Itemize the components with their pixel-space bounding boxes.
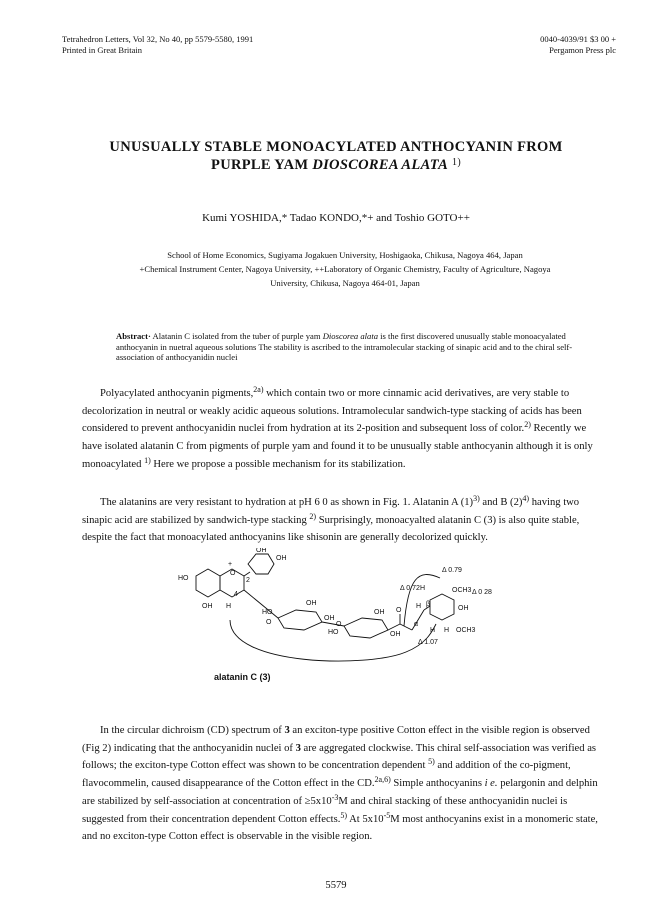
- page-number: 5579: [325, 880, 347, 891]
- p3-exp1: -3: [331, 792, 339, 802]
- label-och3-bottom: OCH3: [456, 627, 476, 634]
- label-delta-107: Δ 1.07: [418, 639, 438, 646]
- p2-s2: and B (2): [479, 497, 523, 508]
- label-delta-072: Δ 0 72: [400, 585, 420, 592]
- label-oh-top: OH: [256, 548, 267, 554]
- affiliation-line-3: University, Chikusa, Nagoya 464-01, Japan: [270, 278, 420, 288]
- p3-s8: At 5x10: [347, 813, 384, 825]
- abstract-label: Abstract·: [116, 331, 151, 341]
- title-line-2: [0, 156, 672, 174]
- label-o-sugar2: O: [336, 621, 342, 628]
- label-h4: H: [444, 627, 450, 634]
- p3-bold2: 3: [295, 742, 301, 754]
- abstract: [116, 331, 582, 363]
- label-c-beta: β: [426, 601, 431, 608]
- p3-s7: M and chiral stacking of these anthocyanidin nuclei is suggested from their concentration dependent Cotton effects.: [82, 795, 568, 825]
- author-list: Kumi YOSHIDA,* Tadao KONDO,*+ and Toshio GOTO++: [202, 212, 470, 224]
- label-oh-right: OH: [276, 555, 287, 562]
- label-ho-left: HO: [178, 575, 189, 582]
- label-h3: H: [430, 627, 436, 634]
- label-oh-sugar2b: OH: [390, 631, 401, 638]
- label-oh-aryl: OH: [458, 605, 469, 612]
- p3-exp2: -5: [383, 810, 391, 820]
- p1-ref3: 1): [144, 455, 151, 465]
- paragraph-1: [82, 385, 604, 474]
- title-species: DIOSCOREA ALATA: [312, 157, 449, 173]
- p3-s6: pelargonin and delphin are stabilized by self-association at concentration of ≥5x10: [82, 778, 598, 807]
- label-c4: 4: [234, 591, 238, 598]
- abstract-text-b: is the first discovered unusually stable monoacyalated anthocyanin in nuetral aqueous solutions The stability is ascribed to the intramolecular stacking of sinapic acid and to the chiral self-association of anthocyanidin nuclei: [116, 331, 573, 362]
- label-ring-o: O: [230, 570, 236, 577]
- alatanin-c-structure-figure: [168, 548, 508, 688]
- paragraph-2: [82, 494, 604, 547]
- abstract-species: Dioscorea alata: [322, 331, 378, 341]
- affiliation-line-1: School of Home Economics, Sugiyama Jogakuen University, Hoshigaoka, Chikusa, Nagoya 464, Japan: [167, 250, 523, 260]
- p3-s9: M most anthocyanins exist in a monomeric state, and no exciton-type Cotton effect is observable in the visible region.: [82, 813, 598, 843]
- p3-s5: Simple anthocyanins: [390, 778, 485, 790]
- label-delta-028: Δ 0 28: [472, 589, 492, 596]
- paper-title: [0, 138, 672, 174]
- label-oh-sugar1a: OH: [306, 600, 317, 607]
- label-oh-bottom: OH: [202, 603, 213, 610]
- abstract-text-a: Alatanin C isolated from the tuber of purple yam: [150, 331, 323, 341]
- figure-caption: alatanin C (3): [214, 672, 271, 682]
- p3-bold1: 3: [284, 725, 290, 736]
- label-och3-top: OCH3: [452, 587, 472, 594]
- running-header-right: [540, 34, 616, 56]
- p3-s2: an exciton-type positive Cotton effect in the visible region is observed (Fig 2) indicating that the anthocyanidin nuclei of: [82, 725, 590, 754]
- affiliation-line-2: +Chemical Instrument Center, Nagoya University, ++Laboratory of Organic Chemistry, Faculty of Agriculture, Nagoya: [139, 264, 551, 274]
- p2-s4: Surprisingly, monoacyalted alatanin C (3) is also quite stable, despite the fact that monoacylated anthocyanins like shisonin are generally decolorized quickly.: [82, 514, 580, 544]
- label-c-alpha: α: [414, 621, 419, 628]
- p3-ref2: 2a,6): [374, 775, 391, 785]
- label-oh-sugar2a: OH: [374, 609, 385, 616]
- label-h2: H: [416, 603, 422, 610]
- label-ho-sugar2: HO: [328, 629, 339, 636]
- p2-ref2: 4): [522, 494, 530, 503]
- label-o-ester: O: [396, 607, 402, 614]
- p1-s4: Here we propose a possible mechanism for its stabilization.: [150, 458, 406, 470]
- p1-s3: Recently we have isolated alatanin C from pigments of purple yam and found it to be unusually stable anthocyanin although it is only monoacylated: [82, 423, 593, 470]
- label-c2: 2: [246, 577, 250, 584]
- label-h-c4: H: [226, 603, 232, 610]
- p2-ref3: 2): [309, 511, 317, 521]
- p3-ref1: 5): [428, 757, 435, 767]
- label-h1: H: [420, 585, 426, 592]
- p2-ref1: 3): [473, 494, 480, 503]
- p3-s3: are aggregated clockwise. This chiral self-association was verified as follows; the exciton-type Cotton effect was shown to be concentration dependent: [82, 742, 597, 772]
- running-header-left: [62, 34, 253, 56]
- label-plus: +: [228, 561, 233, 568]
- p1-s1: Polyacylated anthocyanin pigments,: [100, 388, 254, 399]
- p3-s4: and addition of the co-pigment, flavocommelin, caused disappearance of the Cotton effect in the CD.: [82, 760, 571, 790]
- p2-s3: having two sinapic acid are stabilized by sandwich-type stacking: [82, 497, 580, 526]
- journal-citation: Tetrahedron Letters, Vol 32, No 40, pp 5579-5580, 1991: [62, 34, 254, 44]
- affiliations: [85, 248, 605, 290]
- p2-s1: The alatanins are very resistant to hydration at pH 6 0 as shown in Fig. 1. Alatanin A (1): [100, 497, 474, 508]
- title-plain: PURPLE YAM: [211, 157, 313, 173]
- p1-s2: which contain two or more cinnamic acid derivatives, are very stable to decolorization in neutral or weakly acidic aqueous solutions. Intramolecular sandwich-type stacking of acids has been considered to prevent anthocyanidin nuclei from hydration at its 2-position and subsequent loss of color.: [82, 388, 582, 435]
- printed-in: Printed in Great Britain: [62, 45, 143, 55]
- p3-ie: i e.: [484, 778, 498, 790]
- label-oh-sugar1b: OH: [324, 615, 335, 622]
- label-ho-sugar1: HO: [262, 609, 273, 616]
- title-ref: 1): [452, 157, 461, 168]
- p1-ref1: 2a): [253, 385, 264, 394]
- publisher: Pergamon Press plc: [549, 45, 616, 55]
- label-delta-079: Δ 0.79: [442, 567, 462, 574]
- p3-s1: In the circular dichroism (CD) spectrum of: [100, 725, 285, 736]
- title-line-1: UNUSUALLY STABLE MONOACYLATED ANTHOCYANIN FROM: [109, 139, 563, 155]
- issn-price: 0040-4039/91 $3 00 +: [540, 34, 616, 44]
- p3-ref3: 5): [340, 810, 348, 820]
- paragraph-3: [82, 722, 604, 846]
- label-o-sugar1: O: [266, 619, 272, 626]
- p1-ref2: 2): [524, 420, 531, 430]
